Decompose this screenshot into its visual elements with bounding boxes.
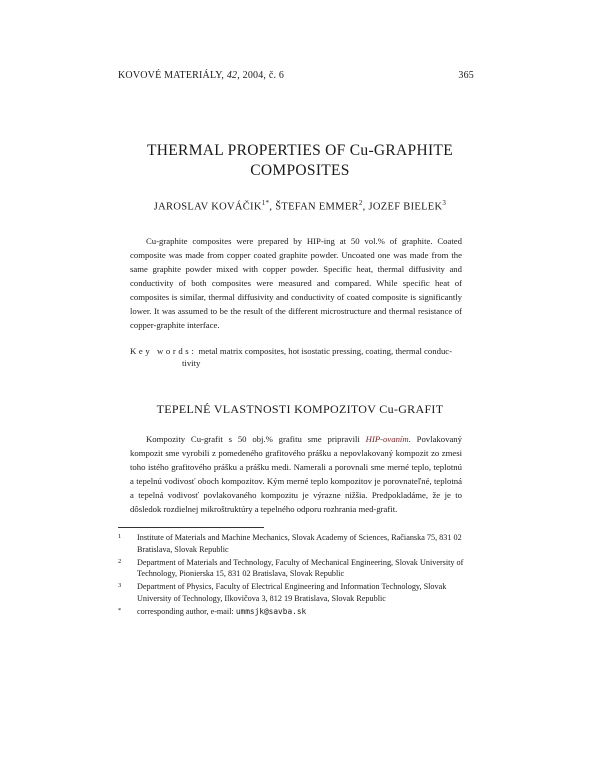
title-slovak: TEPELNÉ VLASTNOSTI KOMPOZITOV Cu-GRAFIT: [156, 402, 444, 416]
abstract-en: Cu-graphite composites were prepared by HIP-ing at 50 vol.% of graphite. Coated composite was made from copper coated graphite powder. Uncoated one was made from the same graphite powder mixed with copper powder. Specific heat, thermal diffusivity and conductivity of both composites were measured and compared. While specific heat of composites is similar, thermal diffusivity and conductivity of coated composite is significantly lower. It was assumed to be the result of the different microstructure and thermal resistance of copper-graphite interface.: [130, 236, 462, 330]
email-link[interactable]: ummsjk@savba.sk: [235, 606, 307, 616]
paper-title-line2: COMPOSITES: [250, 162, 350, 179]
journal-year-issue: 2004, č. 6: [242, 70, 285, 81]
author-3: JOZEF BIELEK: [368, 201, 443, 213]
author-1-affiliation-mark: 1*: [261, 199, 270, 207]
footnote-mark: 1: [118, 533, 122, 540]
author-1: JAROSLAV KOVÁČIK: [153, 201, 262, 213]
author-separator: ,: [362, 201, 369, 213]
author-2-affiliation-mark: 2: [358, 199, 363, 207]
keywords-label: Key words:: [130, 346, 197, 356]
author-2: ŠTEFAN EMMER: [275, 201, 359, 213]
paper-title-line1: THERMAL PROPERTIES OF Cu-GRAPHITE: [147, 142, 453, 159]
keywords: [130, 345, 470, 369]
abstract-sk-part2: . Povlakovaný kompozit sme vyrobili z pomedeného grafitového prášku a nepovlakovaný kompozit zo zmesi toho istého grafitového prášku a prášku medi. Namerali a porovnali sme merné teplo, teplotnú a tepelnú vodivosť oboch kompozitov. Kým merné teplo kompozitov je porovnateľné, teplotná a tepelná vodivosť povlakovaného kompozitu je výrazne nižšia. Predpokladáme, že je to dôsledok rozdielnej mikroštruktúry a tepelného odporu rozhrania med-grafit.: [130, 434, 462, 514]
journal-volume: 42,: [226, 70, 240, 81]
author-separator: ,: [269, 201, 276, 213]
footnote-1: [118, 532, 478, 555]
paper-title: [100, 141, 500, 181]
keywords-text-line1: metal matrix composites, hot isostatic pressing, coating, thermal conduc-: [198, 346, 453, 356]
keywords-text-line2: tivity: [182, 358, 201, 368]
footnote-mark: *: [118, 606, 122, 614]
footnotes: [118, 532, 478, 619]
author-3-affiliation-mark: 3: [442, 199, 447, 207]
page-number: 365: [458, 70, 474, 81]
footnote-mark: 2: [118, 557, 122, 565]
author-list: [100, 199, 500, 213]
journal-citation: KOVOVÉ MATERIÁLY, 42, 2004, č. 6: [118, 70, 285, 81]
abstract-sk-emphasis: HIP-ovaním: [365, 434, 409, 444]
footnote-mark: 3: [118, 582, 122, 589]
footnote-text: corresponding author, e-mail:: [137, 606, 236, 616]
footnote-rule: [118, 527, 264, 528]
footnote-2: [118, 557, 478, 580]
footnote-corresponding: [118, 606, 478, 618]
abstract-sk: [130, 432, 462, 516]
footnote-text: Institute of Materials and Machine Mechanics, Slovak Academy of Sciences, Račianska 75, 831 02 Bratislava, Slovak Republic: [137, 533, 462, 554]
footnote-text: Department of Materials and Technology, Faculty of Mechanical Engineering, Slovak University of Technology, Pionierska 15, 831 02 Bratislava, Slovak Republic: [137, 557, 464, 578]
abstract-sk-part1: Kompozity Cu-grafit s 50 obj.% grafitu sme pripravili: [146, 434, 366, 444]
footnote-text: Department of Physics, Faculty of Electrical Engineering and Information Technology, Slovak University of Technology, Ilkovičova 3, 812 19 Bratislava, Slovak Republic: [137, 582, 447, 603]
footnote-3: [118, 581, 478, 604]
